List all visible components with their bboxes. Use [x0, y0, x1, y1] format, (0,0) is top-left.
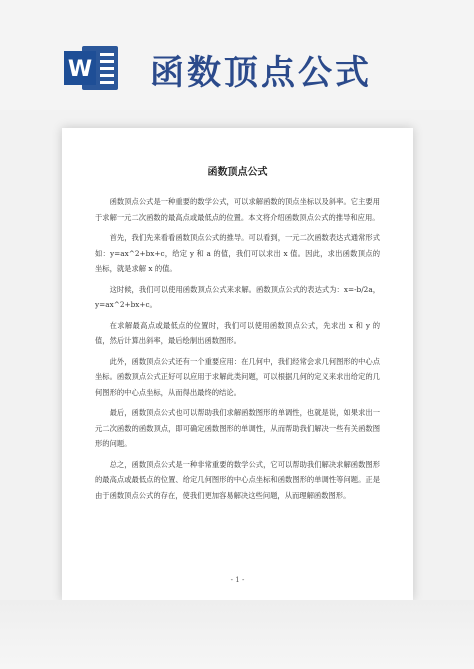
document-title: 函数顶点公式: [207, 167, 268, 178]
page-number: - 1 -: [230, 576, 245, 584]
document-body: [95, 194, 380, 508]
paragraph: 最后，函数顶点公式也可以帮助我们求解函数图形的单调性，也就是说，如果求出一元二次函数的函数顶点，即可确定函数图形的单调性，从而帮助我们解决一些有关函数图形的问题。: [95, 408, 380, 448]
header-banner: [0, 0, 474, 110]
word-icon: [62, 42, 122, 94]
header-title: 函数顶点公式: [150, 53, 372, 93]
paragraph: 首先，我们先来看看函数顶点公式的推导。可以看到，一元二次函数表达式通常形式如：y=ax^2+bx+c，给定 y 和 a 的值，我们可以求出 x 值。因此，求出函数顶点的坐标，就是求解 x 的值。: [95, 233, 380, 273]
paragraph: 在求解最高点或最低点的位置时，我们可以使用函数顶点公式，先求出 x 和 y 的值，然后计算出斜率，最后绘制出函数图形。: [95, 320, 380, 345]
document-page: [62, 128, 413, 600]
paragraph: 总之，函数顶点公式是一种非常重要的数学公式，它可以帮助我们解决求解函数图形的最高点或最低点的位置、给定几何图形的中心点坐标和函数图形的单调性等问题。正是由于函数顶点公式的存在，使我们更加容易解决这些问题，从而理解函数图形。: [95, 459, 380, 500]
paragraph: 这时候，我们可以使用函数顶点公式来求解。函数顶点公式的表达式为：x=-b/2a，y=ax^2+bx+c。: [95, 284, 380, 309]
paragraph: 此外，函数顶点公式还有一个重要应用：在几何中，我们经常会求几何图形的中心点坐标。函数顶点公式正好可以应用于求解此类问题，可以根据几何的定义来求出给定的几何图形的中心点坐标，从而得出最终的结论。: [95, 356, 380, 397]
paragraph: 函数顶点公式是一种重要的数学公式，可以求解函数的顶点坐标以及斜率。它主要用于求解一元二次函数的最高点或最低点的位置。本文将介绍函数顶点公式的推导和应用。: [95, 197, 380, 222]
bottom-background: [0, 600, 474, 669]
svg-text:W: W: [67, 57, 93, 82]
